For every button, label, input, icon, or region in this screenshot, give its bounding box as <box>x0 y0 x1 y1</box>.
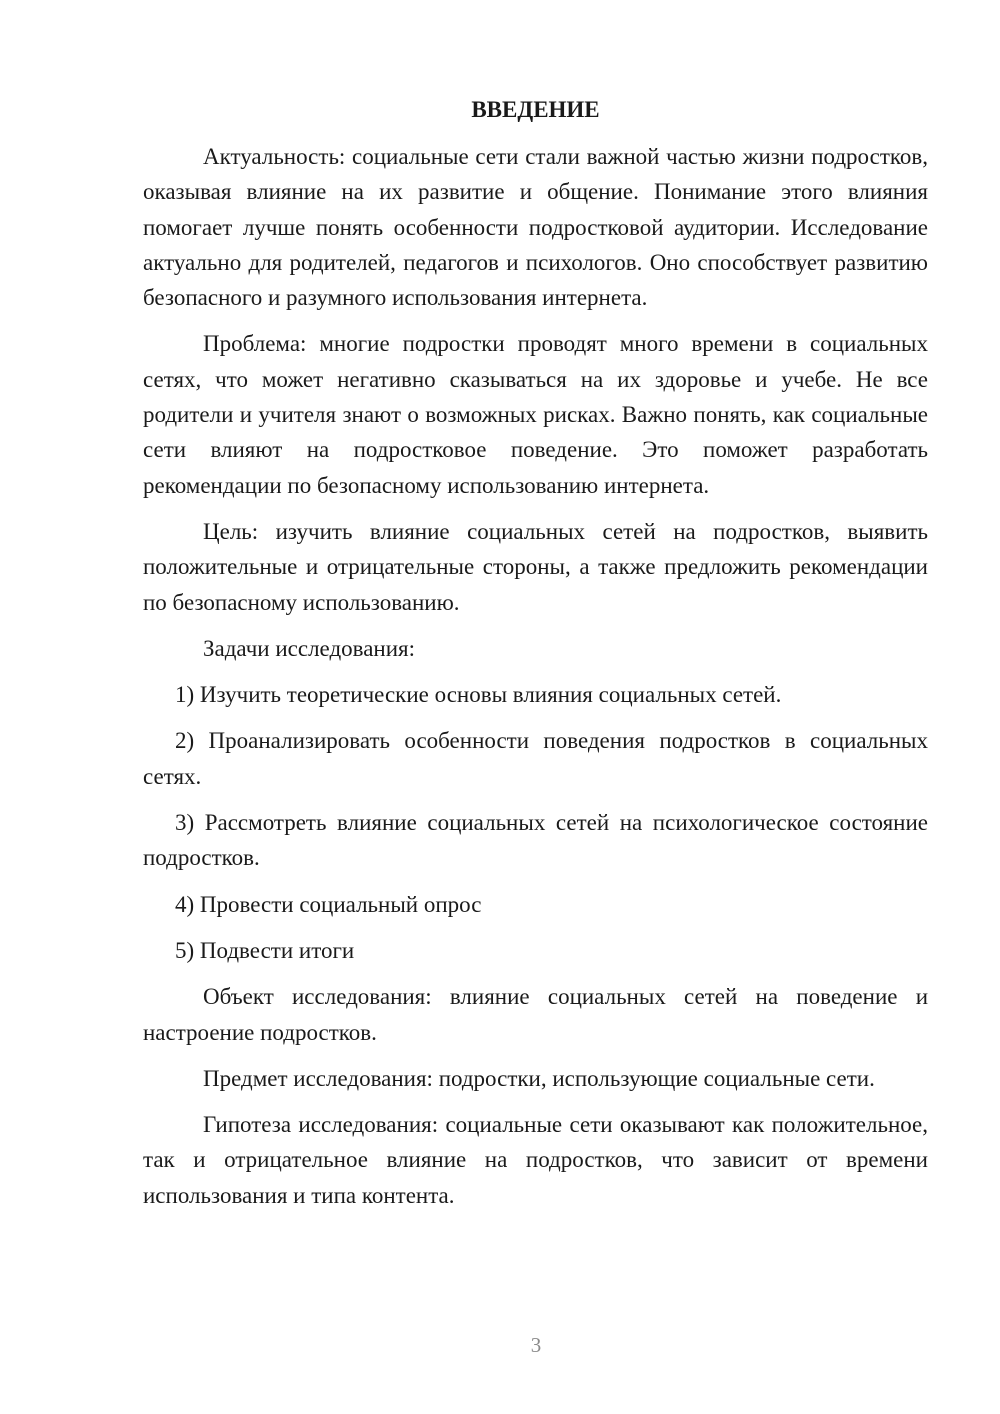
task-item-5: 5) Подвести итоги <box>175 937 355 963</box>
task-item-4: 4) Провести социальный опрос <box>175 891 482 917</box>
paragraph-object: Объект исследования: влияние социальных сетей на поведение и настроение подростков. <box>143 984 928 1045</box>
paragraph-subject: Предмет исследования: подростки, использующие социальные сети. <box>203 1065 875 1091</box>
task-item-1: 1) Изучить теоретические основы влияния социальных сетей. <box>175 682 782 708</box>
tasks-heading: Задачи исследования: <box>203 635 416 661</box>
paragraph-problem: Проблема: многие подростки проводят много времени в социальных сетях, что может негативно сказываться на их здоровье и учебе. Не все родители и учителя знают о возможных рисках. Важно понять, как социальные сети влияют на подростковое поведение. Это поможет разработать рекомендации по безопасному использованию интернета. <box>143 331 928 498</box>
paragraph-goal: Цель: изучить влияние социальных сетей на подростков, выявить положительные и отрицательные стороны, а также предложить рекомендации по безопасному использованию. <box>143 518 928 615</box>
document-body <box>143 92 928 1224</box>
task-item-3: 3) Рассмотреть влияние социальных сетей на психологическое состояние подростков. <box>143 810 928 871</box>
section-title: ВВЕДЕНИЕ <box>471 97 600 122</box>
paragraph-hypothesis: Гипотеза исследования: социальные сети оказывают как положительное, так и отрицательное влияние на подростков, что зависит от времени использования и типа контента. <box>143 1112 928 1208</box>
page-number: 3 <box>530 1333 542 1357</box>
paragraph-relevance: Актуальность: социальные сети стали важной частью жизни подростков, оказывая влияние на их развитие и общение. Понимание этого влияния помогает лучше понять особенности подростковой аудитории. Исследование актуально для родителей, педагогов и психологов. Оно способствует развитию безопасного и разумного использования интернета. <box>143 144 928 311</box>
task-item-2: 2) Проанализировать особенности поведения подростков в социальных сетях. <box>143 728 928 789</box>
